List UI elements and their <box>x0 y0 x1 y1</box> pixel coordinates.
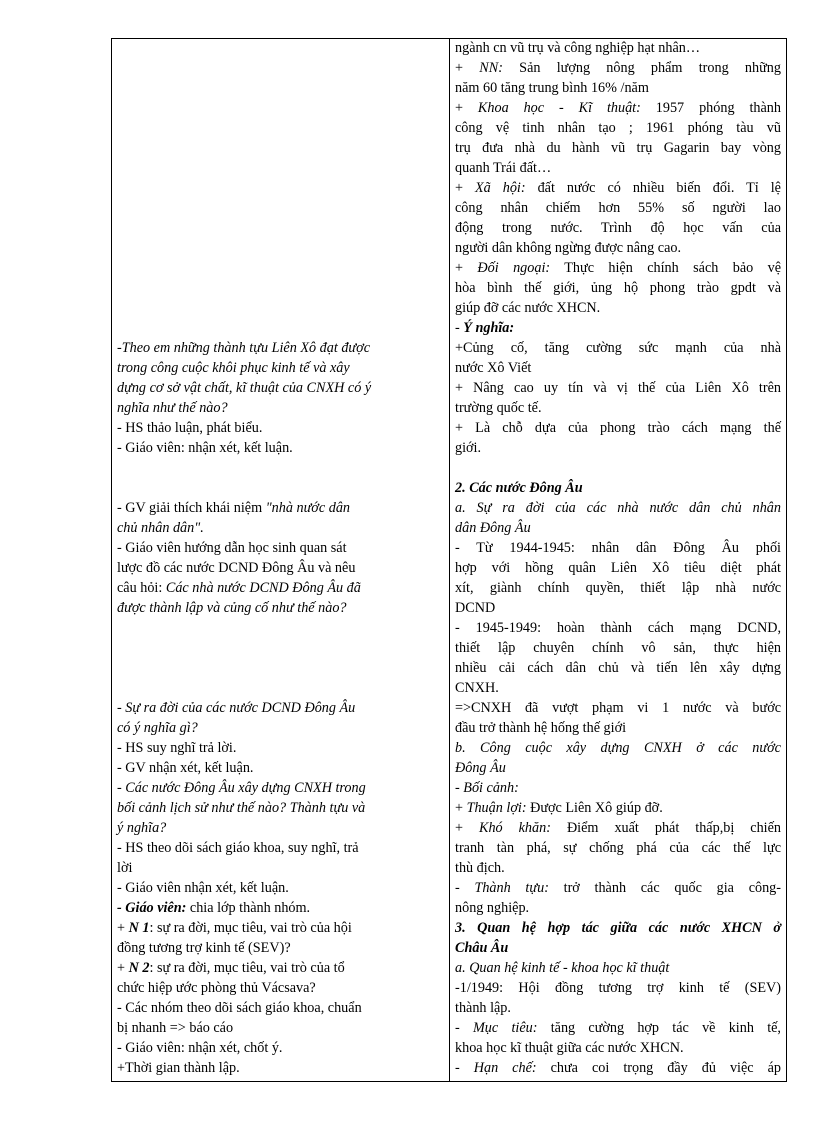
text-segment: thiết lập chuyên chính vô sản, thực hiện <box>455 640 781 656</box>
text-segment: + Là chỗ dựa của phong trào cách mạng thế <box>455 420 781 436</box>
text-segment: trong công cuộc khôi phục kinh tế và xây <box>117 360 350 376</box>
text-segment: ý nghĩa? <box>117 820 167 836</box>
right-text-line <box>455 1039 684 1057</box>
text-segment: - Các nhóm theo dõi sách giáo khoa, chuẩn <box>117 1000 362 1016</box>
right-text-line <box>455 579 781 597</box>
text-segment: - HS theo dõi sách giáo khoa, suy nghĩ, trả <box>117 840 359 856</box>
left-text-line <box>117 1039 282 1057</box>
text-segment: : sự ra đời, mục tiêu, vai trò của tổ <box>149 960 345 976</box>
left-text-line <box>117 1019 233 1037</box>
text-segment: nước Xô Viết <box>455 360 532 376</box>
text-segment: chức hiệp ước phòng thủ Vácsava? <box>117 980 316 996</box>
right-text-line <box>455 499 781 517</box>
right-text-line <box>455 659 781 677</box>
text-segment: Đối ngoại: <box>477 260 551 276</box>
text-segment: 2. Các nước Đông Âu <box>455 480 583 496</box>
text-segment: Ý nghĩa: <box>463 320 515 336</box>
text-segment: a. Quan hệ kinh tế - khoa học kĩ thuật <box>455 960 670 976</box>
text-segment: + <box>117 960 129 976</box>
left-text-line <box>117 1059 240 1077</box>
right-text-line <box>455 519 531 537</box>
text-segment: khoa học kĩ thuật giữa các nước XHCN. <box>455 1040 684 1056</box>
left-text-line <box>117 819 166 837</box>
text-segment: "nhà nước dân <box>265 500 351 516</box>
left-text-line <box>117 759 253 777</box>
right-text-line <box>455 799 663 817</box>
left-text-line <box>117 999 362 1017</box>
text-segment: lời <box>117 860 133 876</box>
text-segment: NN: <box>479 60 503 76</box>
text-segment: - <box>455 780 464 796</box>
text-segment: - GV nhận xét, kết luận. <box>117 760 254 776</box>
text-segment: - GV giải thích khái niệm <box>117 500 266 516</box>
text-segment: + <box>117 920 129 936</box>
text-segment: - Các nước Đông Âu xây dựng CNXH trong <box>117 780 366 796</box>
text-segment: chưa coi trọng đầy đủ việc áp <box>536 1060 781 1076</box>
text-segment: : sự ra đời, mục tiêu, vai trò của hội <box>149 920 352 936</box>
left-text-line <box>117 919 352 937</box>
text-segment: người dân không ngừng được nâng cao. <box>455 240 682 256</box>
text-segment: + <box>455 180 475 196</box>
left-text-line <box>117 799 365 817</box>
text-segment: nông nghiệp. <box>455 900 530 916</box>
left-text-line <box>117 859 132 877</box>
text-segment: + <box>455 820 479 836</box>
right-text-line <box>455 199 781 217</box>
right-text-line <box>455 559 781 577</box>
text-segment: + Nâng cao uy tín và vị thế của Liên Xô trên <box>455 380 781 396</box>
text-segment: - Giáo viên: nhận xét, chốt ý. <box>117 1040 283 1056</box>
text-segment: + <box>455 260 478 276</box>
text-segment: được thành lập và củng cố như thế nào? <box>117 600 347 616</box>
text-segment: nghĩa như thế nào? <box>117 400 228 416</box>
right-text-line <box>455 679 499 697</box>
text-segment: CNXH. <box>455 680 499 696</box>
right-text-line <box>455 719 626 737</box>
text-segment: thành lập. <box>455 1000 511 1016</box>
left-text-line <box>117 339 370 357</box>
right-text-line <box>455 259 781 277</box>
right-text-line <box>455 979 781 997</box>
left-text-line <box>117 519 204 537</box>
text-segment: Bối cảnh: <box>463 780 519 796</box>
right-text-line <box>455 919 781 937</box>
right-text-line <box>455 819 781 837</box>
left-text-line <box>117 559 355 577</box>
text-segment: ngành cn vũ trụ và công nghiệp hạt nhân… <box>455 40 701 56</box>
text-segment: -1/1949: Hội đồng tương trợ kinh tế (SEV) <box>455 980 781 996</box>
left-text-line <box>117 839 359 857</box>
right-text-line <box>455 479 583 497</box>
text-segment: đầu trở thành hệ hống thế giới <box>455 720 627 736</box>
text-segment: Khoa học - Kĩ thuật: <box>477 100 641 116</box>
lesson-table <box>111 38 787 1082</box>
text-segment: - <box>455 1060 474 1076</box>
right-text-line <box>455 959 669 977</box>
left-text-line <box>117 379 371 397</box>
text-segment: N 2 <box>128 960 150 976</box>
right-text-line <box>455 1019 781 1037</box>
left-text-line <box>117 719 198 737</box>
right-text-line <box>455 279 781 297</box>
text-segment: giới. <box>455 440 482 456</box>
text-segment: công vệ tinh nhân tạo ; 1961 phóng tàu vũ <box>455 120 781 136</box>
text-segment: Châu Âu <box>455 940 509 956</box>
right-text-line <box>455 379 781 397</box>
text-segment: b. Công cuộc xây dựng CNXH ở các nước <box>455 740 781 756</box>
text-segment: Khó khăn: <box>479 820 551 836</box>
text-segment: + <box>455 60 480 76</box>
left-text-line <box>117 959 345 977</box>
text-segment: Đông Âu <box>455 760 506 776</box>
left-text-line <box>117 779 366 797</box>
column-divider <box>449 39 450 1081</box>
right-text-line <box>455 899 529 917</box>
text-segment: N 1 <box>128 920 150 936</box>
right-text-line <box>455 699 781 717</box>
text-segment: - Giáo viên: nhận xét, kết luận. <box>117 440 293 456</box>
right-text-line <box>455 1059 781 1077</box>
right-text-line <box>455 879 781 897</box>
text-segment: 3. Quan hệ hợp tác giữa các nước XHCN ở <box>455 920 781 936</box>
text-segment: trường quốc tế. <box>455 400 542 416</box>
right-text-line <box>455 59 781 77</box>
left-text-line <box>117 739 236 757</box>
left-text-line <box>117 579 361 597</box>
text-segment: - HS suy nghĩ trả lời. <box>117 740 237 756</box>
right-text-line <box>455 999 511 1017</box>
right-text-line <box>455 119 781 137</box>
text-segment: +Củng cố, tăng cường sức mạnh của nhà <box>455 340 781 356</box>
right-text-line <box>455 39 700 57</box>
right-text-line <box>455 619 781 637</box>
right-text-line <box>455 139 781 157</box>
right-text-line <box>455 399 542 417</box>
left-text-line <box>117 439 293 457</box>
left-text-line <box>117 359 350 377</box>
text-segment: dân Đông Âu <box>455 520 531 536</box>
right-text-line <box>455 419 781 437</box>
text-segment: hợp với hồng quân Liên Xô tiêu diệt phát <box>455 560 781 576</box>
right-text-line <box>455 159 551 177</box>
text-segment: + <box>455 100 478 116</box>
text-segment: + <box>455 800 467 816</box>
left-text-line <box>117 939 291 957</box>
text-segment: Thuận lợi: <box>466 800 527 816</box>
text-segment: trở thành các quốc gia công- <box>548 880 781 896</box>
text-segment: - Sự ra đời của các nước DCND Đông Âu <box>117 700 356 716</box>
text-segment: - Giáo viên hướng dẫn học sinh quan sát <box>117 540 347 556</box>
right-text-line <box>455 219 781 237</box>
left-text-line <box>117 499 350 517</box>
text-segment: 1957 phóng thành <box>640 100 781 116</box>
text-segment: +Thời gian thành lập. <box>117 1060 240 1076</box>
text-segment: đất nước có nhiều biến đổi. Tỉ lệ <box>525 180 781 196</box>
text-segment: Sản lượng nông phẩm trong những <box>502 60 781 76</box>
text-segment: bị nhanh => báo cáo <box>117 1020 234 1036</box>
text-segment: -Theo em những thành tựu Liên Xô đạt được <box>117 340 371 356</box>
right-text-line <box>455 759 506 777</box>
text-segment: - Giáo viên nhận xét, kết luận. <box>117 880 289 896</box>
text-segment: - <box>455 320 464 336</box>
text-segment: Thực hiện chính sách bảo vệ <box>550 260 781 276</box>
text-segment: Xã hội: <box>474 180 526 196</box>
text-segment: Mục tiêu: <box>472 1020 538 1036</box>
right-text-line <box>455 319 514 337</box>
right-text-line <box>455 299 600 317</box>
text-segment: năm 60 tăng trung bình 16% /năm <box>455 80 649 96</box>
right-text-line <box>455 739 781 757</box>
text-segment: - 1945-1949: hoàn thành cách mạng DCND, <box>455 620 781 636</box>
right-text-line <box>455 839 781 857</box>
text-segment: tranh tàn phá, sự chống phá của các thế lực <box>455 840 781 856</box>
right-text-line <box>455 779 519 797</box>
text-segment: Điểm xuất phát thấp,bị chiến <box>550 820 781 836</box>
text-segment: - <box>455 880 475 896</box>
right-text-line <box>455 239 681 257</box>
left-text-line <box>117 699 355 717</box>
left-text-line <box>117 399 228 417</box>
text-segment: a. Sự ra đời của các nhà nước dân chủ nhân <box>455 500 781 516</box>
text-segment: - HS thảo luận, phát biểu. <box>117 420 263 436</box>
text-segment: - Từ 1944-1945: nhân dân Đông Âu phối <box>455 540 781 556</box>
left-text-line <box>117 879 289 897</box>
text-segment: xít, giành chính quyền, thiết lập nhà nước <box>455 580 781 596</box>
text-segment: giúp đỡ các nước XHCN. <box>455 300 601 316</box>
text-segment: bối cảnh lịch sử như thế nào? Thành tựu và <box>117 800 366 816</box>
text-segment: câu hỏi: <box>117 580 166 596</box>
right-text-line <box>455 939 508 957</box>
text-segment: hòa bình thế giới, ủng hộ phong trào gpdt và <box>455 280 781 296</box>
left-text-line <box>117 539 347 557</box>
text-segment: chia lớp thành nhóm. <box>186 900 311 916</box>
left-text-line <box>117 979 316 997</box>
right-text-line <box>455 599 495 617</box>
text-segment: DCND <box>455 600 496 616</box>
text-segment: có ý nghĩa gì? <box>117 720 198 736</box>
text-segment: trụ đưa nhà du hành vũ trụ Gagarin bay vòng <box>455 140 781 156</box>
right-text-line <box>455 439 481 457</box>
left-text-line <box>117 419 262 437</box>
text-segment: thù địch. <box>455 860 505 876</box>
text-segment: quanh Trái đất… <box>455 160 552 176</box>
text-segment: đồng tương trợ kinh tế (SEV)? <box>117 940 291 956</box>
text-segment: dựng cơ sở vật chất, kĩ thuật của CNXH có ý <box>117 380 372 396</box>
text-segment: Được Liên Xô giúp đỡ. <box>526 800 663 816</box>
text-segment: động trong nước. Trình độ học vấn của <box>455 220 781 236</box>
left-text-line <box>117 599 347 617</box>
right-text-line <box>455 859 505 877</box>
text-segment: - <box>455 1020 473 1036</box>
text-segment: chủ nhân dân". <box>117 520 204 536</box>
right-text-line <box>455 539 781 557</box>
left-text-line <box>117 899 310 917</box>
right-text-line <box>455 179 781 197</box>
right-text-line <box>455 639 781 657</box>
text-segment: nhiều cải cách dân chủ và tiến lên xây dựng <box>455 660 781 676</box>
text-segment: =>CNXH đã vượt phạm vi 1 nước và bước <box>455 700 781 716</box>
right-text-line <box>455 79 649 97</box>
right-text-line <box>455 99 781 117</box>
text-segment: Thành tựu: <box>474 880 549 896</box>
text-segment: Các nhà nước DCND Đông Âu đã <box>165 580 361 596</box>
text-segment: lược đồ các nước DCND Đông Âu và nêu <box>117 560 356 576</box>
text-segment: công nhân chiếm hơn 55% số người lao <box>455 200 781 216</box>
text-segment: Hạn chế: <box>473 1060 537 1076</box>
right-text-line <box>455 339 781 357</box>
text-segment: - Giáo viên: <box>117 900 187 916</box>
text-segment: tăng cường hợp tác về kinh tế, <box>537 1020 781 1036</box>
right-text-line <box>455 359 531 377</box>
